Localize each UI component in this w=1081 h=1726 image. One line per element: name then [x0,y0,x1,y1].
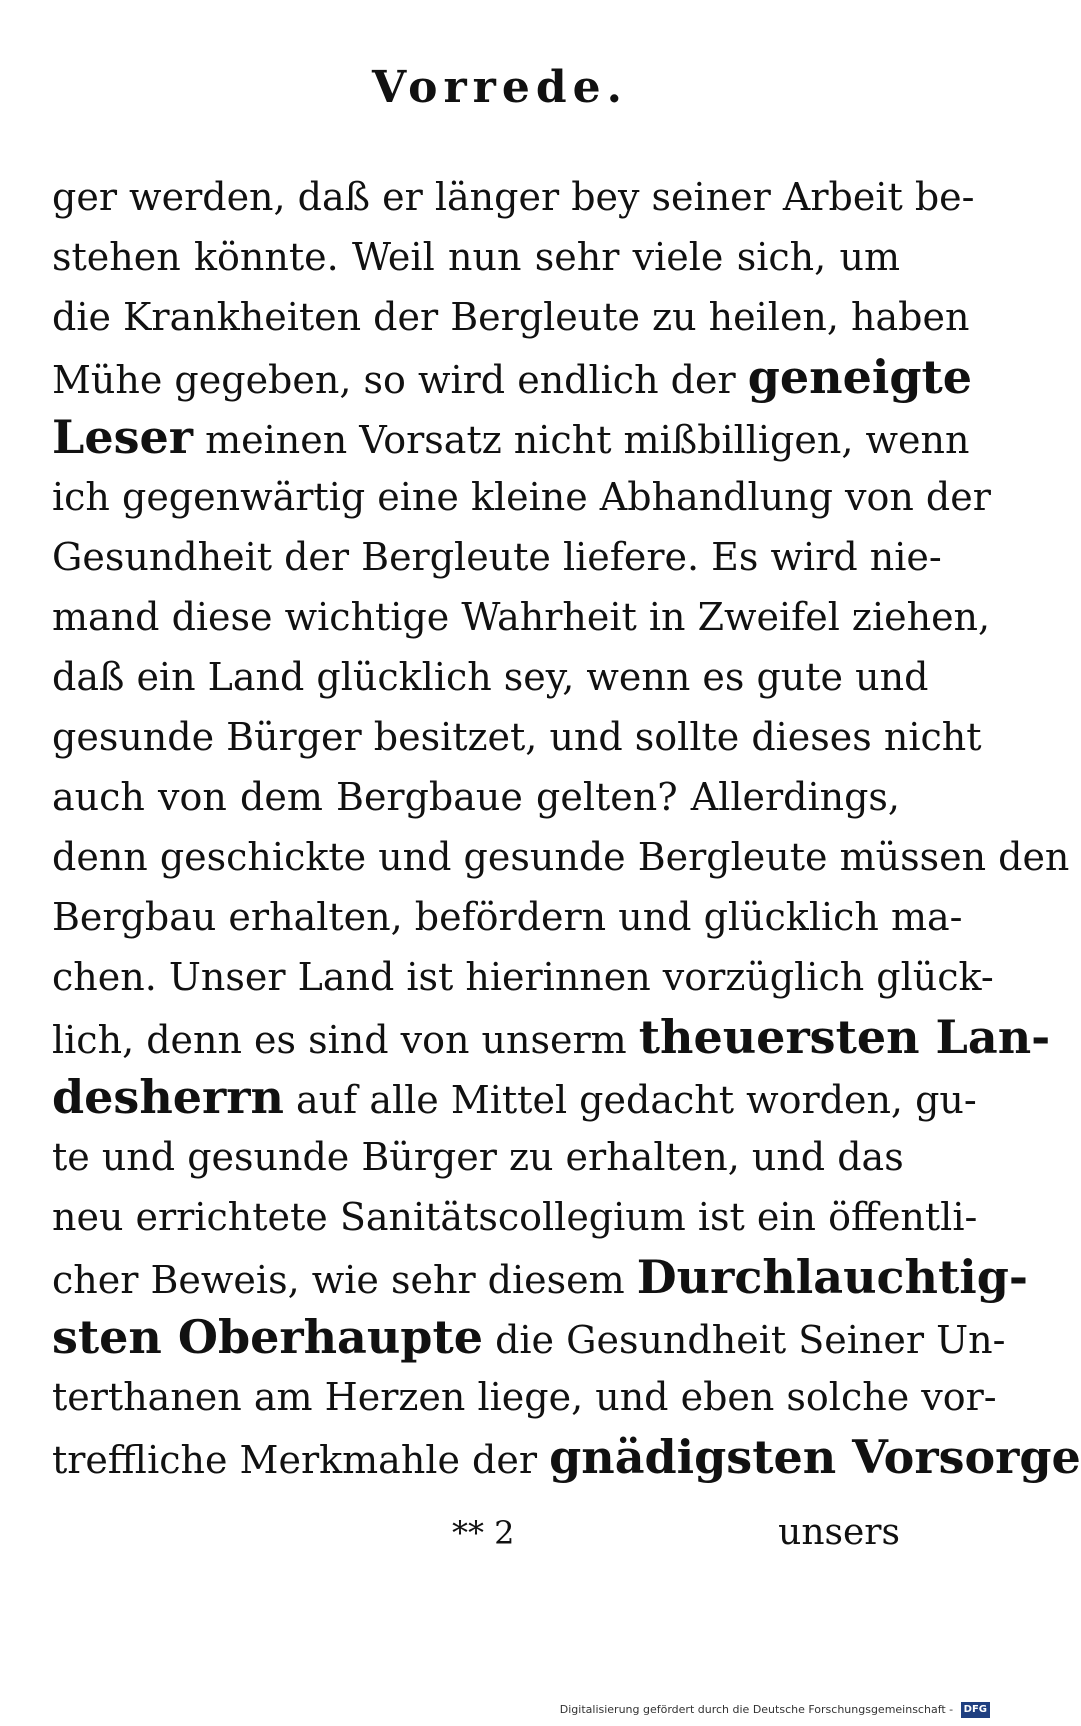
dfg-logo: DFG [961,1702,990,1718]
text-line: terthanen am Herzen liege, und eben solche vor- [52,1375,997,1419]
running-title: Vorrede. [372,62,628,113]
text-line: denn geschickte und gesunde Bergleute müssen den [52,835,1070,879]
text-line: die Krankheiten der Bergleute zu heilen, haben [52,295,970,339]
text-line: stehen könnte. Weil nun sehr viele sich, um [52,235,900,279]
text-line: Mühe gegeben, so wird endlich der geneigte [52,350,972,404]
text-line: daß ein Land glücklich sey, wenn es gute und [52,655,929,699]
text-line: neu errichtete Sanitätscollegium ist ein öffentli- [52,1195,978,1239]
body-text [52,165,1081,1505]
text-line: te und gesunde Bürger zu erhalten, und das [52,1135,904,1179]
text-line: lich, denn es sind von unserm theuersten Lan- [52,1010,1051,1064]
text-line: gesunde Bürger besitzet, und sollte dieses nicht [52,715,982,759]
text-line: auch von dem Bergbaue gelten? Allerdings, [52,775,900,819]
digitization-credit [560,1702,990,1718]
text-line: ich gegenwärtig eine kleine Abhandlung von der [52,475,991,519]
text-line: sten Oberhaupte die Gesundheit Seiner Un- [52,1310,1006,1364]
emphasis-text: Durchlauchtig- [636,1250,1028,1304]
signature-mark: ** 2 [452,1514,515,1552]
emphasis-text: Leser [52,410,194,464]
page-footer [52,1503,900,1563]
emphasis-text: gnädigsten Vorsorge [549,1430,1081,1484]
text-line: Leser meinen Vorsatz nicht mißbilligen, wenn [52,410,970,464]
text-line: Gesundheit der Bergleute liefere. Es wird nie- [52,535,942,579]
emphasis-text: sten Oberhaupte [52,1310,483,1364]
text-line: ger werden, daß er länger bey seiner Arbeit be- [52,175,975,219]
text-line: treffliche Merkmahle der gnädigsten Vorsorge [52,1430,1081,1484]
emphasis-text: geneigte [747,350,972,404]
text-line: desherrn auf alle Mittel gedacht worden, gu- [52,1070,977,1124]
emphasis-text: desherrn [52,1070,284,1124]
catchword: unsers [778,1512,900,1553]
credit-text: Digitalisierung gefördert durch die Deutsche Forschungsgemeinschaft - [559,1703,954,1716]
text-line: Bergbau erhalten, befördern und glücklich ma- [52,895,963,939]
emphasis-text: theuersten Lan- [638,1010,1051,1064]
text-line: mand diese wichtige Wahrheit in Zweifel ziehen, [52,595,991,639]
text-line: cher Beweis, wie sehr diesem Durchlauchtig- [52,1250,1028,1304]
text-line: chen. Unser Land ist hierinnen vorzüglich glück- [52,955,994,999]
